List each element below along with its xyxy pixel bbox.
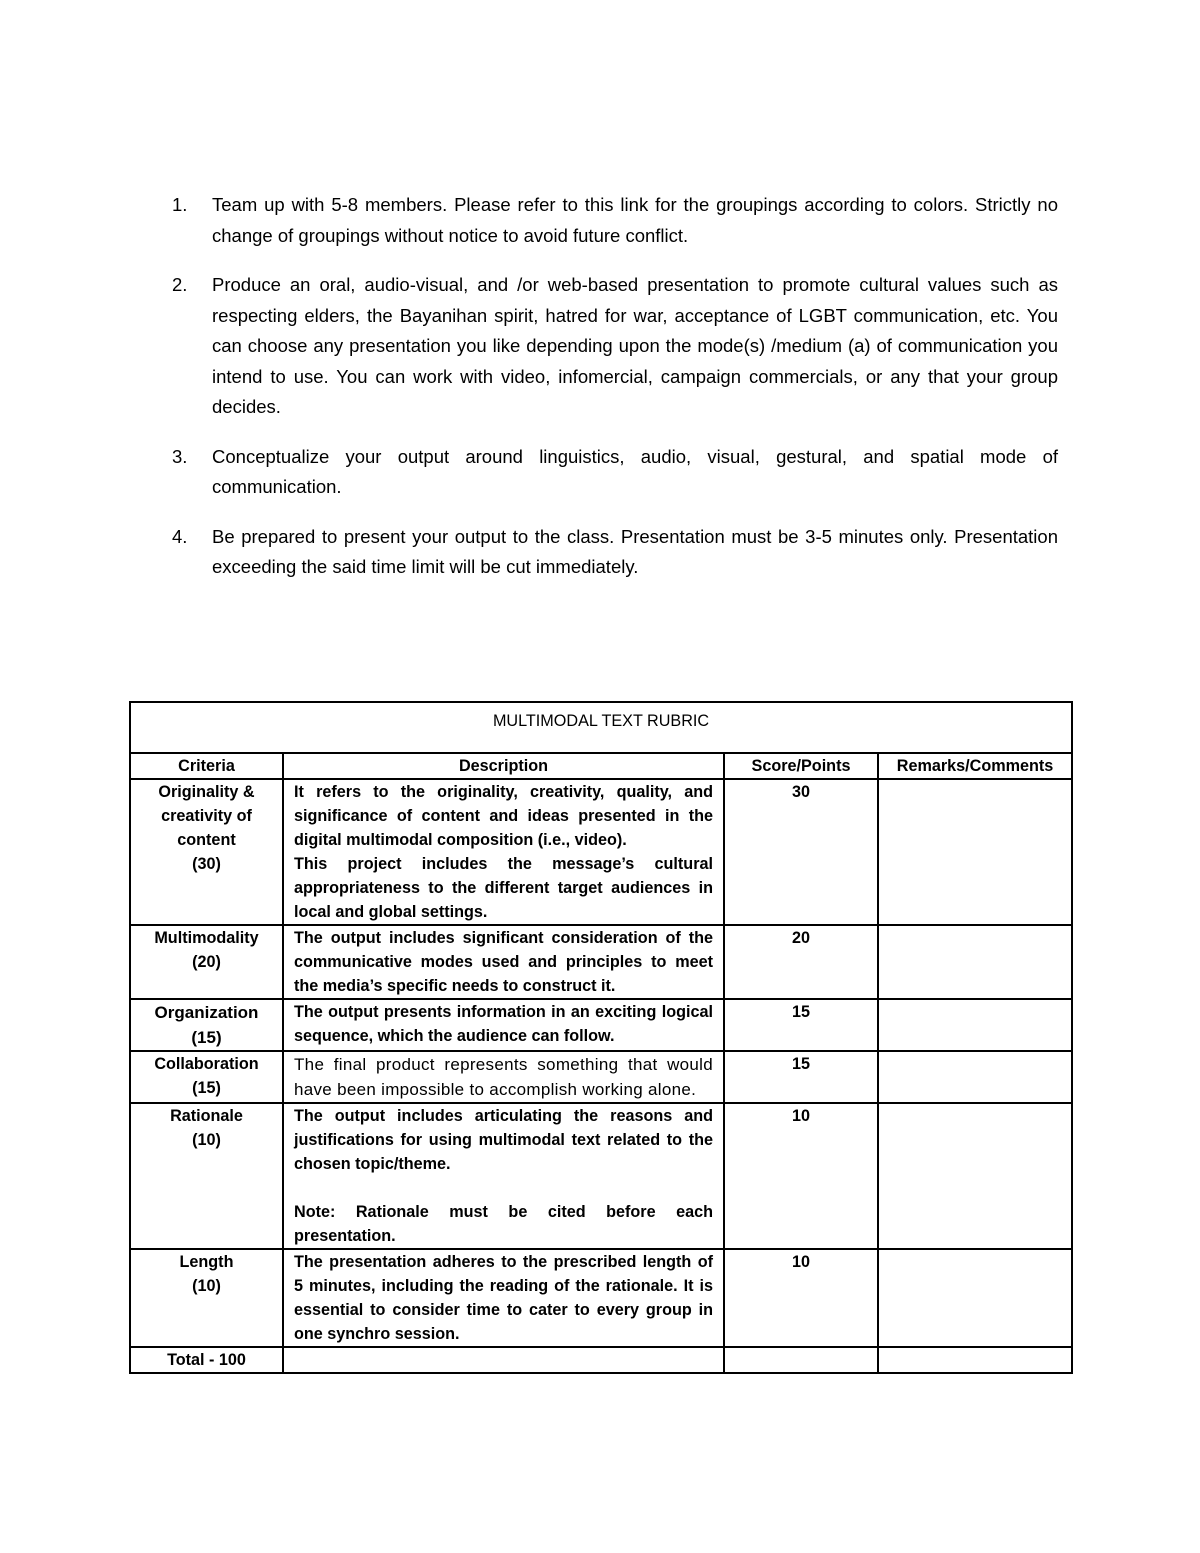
rubric-table — [129, 701, 1073, 1374]
rubric-title: MULTIMODAL TEXT RUBRIC — [130, 702, 1072, 753]
criteria-name: Organization — [154, 1003, 259, 1022]
score-cell: 15 — [724, 999, 878, 1051]
description-cell: The presentation adheres to the prescribed length of 5 minutes, including the reading of the rationale. It is essential to consider time to cater to every group in one synchro session. — [283, 1249, 724, 1347]
total-description-cell — [283, 1347, 724, 1373]
rationale-note: Note: Rationale must be cited before each presentation. — [294, 1203, 713, 1245]
header-description: Description — [283, 753, 724, 779]
criteria-name: Originality & creativity of content — [158, 783, 255, 849]
instruction-number: 4. — [172, 525, 188, 547]
instruction-item — [172, 190, 1058, 251]
criteria-name: Collaboration — [154, 1055, 259, 1073]
criteria-points: (10) — [192, 1277, 221, 1295]
description-text: This project includes the message’s cultural appropriateness to the different target audiences in local and global settings. — [294, 855, 713, 921]
score-cell: 30 — [724, 779, 878, 925]
instruction-number: 1. — [172, 194, 188, 215]
criteria-points: (10) — [192, 1131, 221, 1149]
table-row — [130, 1051, 1072, 1103]
criteria-name: Length — [179, 1253, 234, 1271]
criteria-cell — [130, 779, 283, 925]
instruction-text: Conceptualize your output around linguistics, audio, visual, gestural, and spatial mode of communication. — [212, 445, 1058, 497]
instruction-text: Be prepared to present your output to the class. Presentation must be 3-5 minutes only. Presentation exceeding the said time limit will be cut immediately. — [212, 525, 1058, 577]
criteria-cell — [130, 999, 283, 1051]
instruction-text: Team up with 5-8 members. Please refer to this link for the groupings according to colors. Strictly no change of groupings without notice to avoid future conflict. — [212, 194, 1058, 246]
description-cell — [283, 779, 724, 925]
criteria-cell — [130, 1051, 283, 1103]
instruction-item — [172, 270, 1058, 423]
description-text: The output includes articulating the reasons and justifications for using multimodal text related to the chosen topic/theme. — [294, 1107, 713, 1173]
table-row — [130, 925, 1072, 999]
criteria-points: (20) — [192, 953, 221, 971]
description-cell: The final product represents something that would have been impossible to accomplish working alone. — [283, 1051, 724, 1103]
table-row — [130, 1103, 1072, 1249]
remarks-cell[interactable] — [878, 1051, 1072, 1103]
total-remarks-cell[interactable] — [878, 1347, 1072, 1373]
criteria-points: (15) — [192, 1079, 221, 1097]
table-row — [130, 1249, 1072, 1347]
instruction-number: 3. — [172, 445, 188, 467]
header-score: Score/Points — [724, 753, 878, 779]
criteria-name: Rationale — [170, 1107, 243, 1125]
score-cell: 10 — [724, 1103, 878, 1249]
header-remarks: Remarks/Comments — [878, 753, 1072, 779]
table-row — [130, 999, 1072, 1051]
score-cell: 10 — [724, 1249, 878, 1347]
score-cell: 20 — [724, 925, 878, 999]
description-text: It refers to the originality, creativity, quality, and significance of content and ideas presented in the digital multimodal composition (i.e., video). — [294, 783, 713, 849]
instructions-list — [172, 190, 1058, 602]
remarks-cell[interactable] — [878, 925, 1072, 999]
table-row — [130, 779, 1072, 925]
instruction-item — [172, 442, 1058, 503]
instruction-text: Produce an oral, audio-visual, and /or web-based presentation to promote cultural values such as respecting elders, the Bayanihan spirit, hatred for war, acceptance of LGBT communication, etc. You can choose any presentation you like depending upon the mode(s) /medium (a) of communication you intend to use. You can work with video, infomercial, campaign commercials, or any that your group decides. — [212, 274, 1058, 417]
remarks-cell[interactable] — [878, 1103, 1072, 1249]
criteria-cell — [130, 1103, 283, 1249]
total-score-cell[interactable] — [724, 1347, 878, 1373]
description-cell — [283, 1103, 724, 1249]
remarks-cell[interactable] — [878, 779, 1072, 925]
description-cell: The output presents information in an exciting logical sequence, which the audience can follow. — [283, 999, 724, 1051]
criteria-points: (15) — [191, 1028, 222, 1047]
criteria-name: Multimodality — [154, 929, 259, 947]
remarks-cell[interactable] — [878, 1249, 1072, 1347]
criteria-points: (30) — [192, 855, 221, 873]
criteria-cell — [130, 925, 283, 999]
total-label: Total - 100 — [130, 1347, 283, 1373]
instruction-number: 2. — [172, 274, 188, 295]
description-cell: The output includes significant consideration of the communicative modes used and principles to meet the media’s specific needs to construct it. — [283, 925, 724, 999]
instruction-item — [172, 522, 1058, 583]
criteria-cell — [130, 1249, 283, 1347]
header-criteria: Criteria — [130, 753, 283, 779]
remarks-cell[interactable] — [878, 999, 1072, 1051]
total-row — [130, 1347, 1072, 1373]
score-cell: 15 — [724, 1051, 878, 1103]
